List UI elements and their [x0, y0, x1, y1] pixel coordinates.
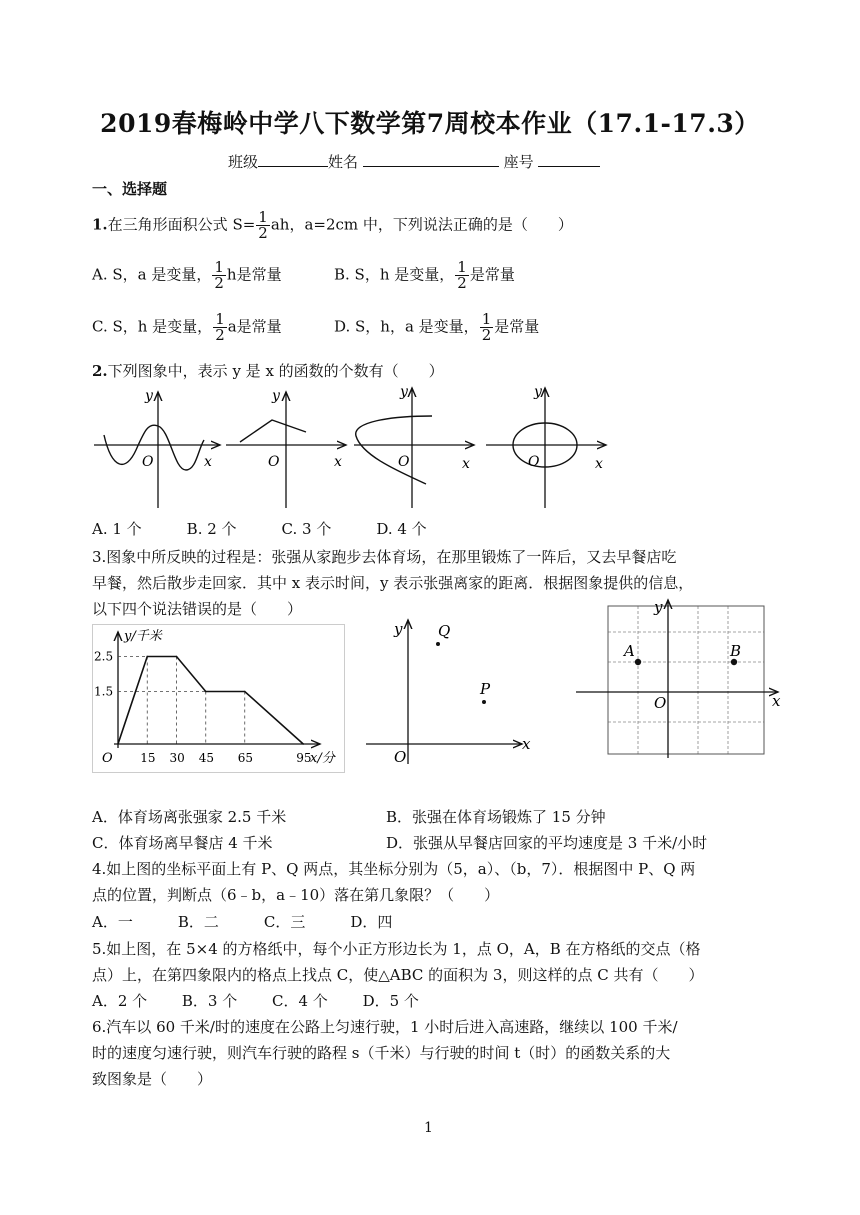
- grid-lines: [608, 606, 764, 754]
- fraction-half: [480, 312, 494, 343]
- frac-num: 1: [481, 310, 492, 328]
- y-label: y: [394, 620, 403, 638]
- pq-coordinate-figure: [362, 614, 538, 770]
- frac-num: 1: [457, 258, 467, 276]
- origin-label: O: [394, 748, 407, 766]
- x-tick-label: 65: [237, 751, 254, 765]
- distance-time-chart: [92, 624, 352, 774]
- frac-num: 1: [258, 208, 268, 226]
- class-label: 班级: [228, 153, 259, 171]
- a-label: A: [624, 642, 635, 660]
- seat-label: 座号: [503, 153, 534, 171]
- q1-option-d: [334, 312, 539, 343]
- q4-options: A．一 B．二 C．三 D．四: [92, 913, 393, 931]
- q6-line-2: 时的速度匀速行驶，则汽车行驶的路程 s（千米）与行驶的时间 t（时）的函数关系的大: [92, 1044, 671, 1062]
- graph-1-sine: [94, 388, 220, 508]
- axis-x-label: x: [462, 456, 470, 472]
- page-title: 2019春梅岭中学八下数学第7周校本作业（17.1-17.3）: [100, 109, 760, 138]
- y-tick-label: 2.5: [94, 649, 114, 664]
- q1-c-tail: a是常量: [227, 317, 282, 336]
- frac-den: 2: [481, 326, 492, 344]
- q3-option-b: B．张强在体育场锻炼了 15 分钟: [386, 808, 606, 826]
- q1-a-text: A. S，a 是变量，: [92, 265, 212, 284]
- point-a: [635, 659, 641, 665]
- q5-line-1: 5.如上图，在 5×4 的方格纸中，每个小正方形边长为 1，点 O，A，B 在方格纸的交点（格: [92, 940, 701, 958]
- q2-stem-text: 下列图象中，表示 y 是 x 的函数的个数有（ ）: [107, 362, 444, 380]
- x-tick-label: 15: [140, 751, 156, 765]
- q4-line-1: 4.如上图的坐标平面上有 P、Q 两点，其坐标分别为（5，a）、（b，7）．根据图中 P、Q 两: [92, 860, 696, 878]
- origin-label: O: [142, 454, 154, 470]
- p-label: P: [480, 680, 491, 698]
- y-label: y: [654, 598, 663, 616]
- section-heading: 一、选择题: [92, 180, 168, 198]
- q1-option-c: [92, 312, 282, 343]
- y-axis-label: y/千米: [124, 629, 162, 644]
- frac-num: 1: [214, 258, 224, 276]
- q1-d-text: D. S，h，a 是变量，: [334, 317, 479, 336]
- axis-x-label: x: [595, 456, 603, 472]
- data-point: [205, 691, 207, 693]
- axis-y-label: y: [400, 384, 408, 400]
- x-label: x: [772, 692, 781, 710]
- q1-number: 1.: [92, 215, 108, 234]
- q-label: Q: [438, 622, 451, 640]
- axis-x-label: x: [334, 454, 342, 470]
- graph-3-parabola: [354, 384, 474, 508]
- point-q: [436, 642, 440, 646]
- graph-4-ellipse: [486, 384, 606, 508]
- q1-stem-b: ah，a=2cm 中，下列说法正确的是（ ）: [270, 215, 573, 234]
- q1-c-text: C. S，h 是变量，: [92, 317, 213, 336]
- grid-border: [608, 606, 764, 754]
- q1-b-text: B. S，h 是变量，: [334, 265, 455, 284]
- q6-line-3: 致图象是（ ）: [92, 1070, 213, 1088]
- q1-stem: [92, 210, 573, 241]
- x-axis-label: x/分: [310, 751, 335, 766]
- q1-a-tail: h是常量: [226, 265, 282, 284]
- data-point: [302, 743, 304, 745]
- fraction-half: [212, 260, 226, 291]
- q1-b-tail: 是常量: [469, 265, 515, 284]
- name-label: 姓名: [328, 153, 359, 171]
- q3-line-3: 以下四个说法错误的是（ ）: [92, 600, 303, 618]
- q4-line-2: 点的位置，判断点（6﹣b，a﹣10）落在第几象限？（ ）: [92, 886, 500, 904]
- q1-option-b: [334, 260, 515, 291]
- q2-options: A. 1 个 B. 2 个 C. 3 个 D. 4 个: [92, 520, 427, 538]
- fraction-half: [256, 210, 270, 241]
- grid-coordinate-figure: [572, 598, 788, 764]
- point-p: [482, 700, 486, 704]
- q6-line-1: 6.汽车以 60 千米/时的速度在公路上匀速行驶，1 小时后进入高速路，继续以 100 千米/: [92, 1018, 678, 1036]
- frac-den: 2: [258, 224, 268, 242]
- fraction-half: [213, 312, 227, 343]
- q5-line-2: 点）上，在第四象限内的格点上找点 C，使△ABC 的面积为 3，则这样的点 C 共有（ ）: [92, 966, 704, 984]
- fraction-half: [455, 260, 469, 291]
- q3-line-2: 早餐，然后散步走回家．其中 x 表示时间，y 表示张强离家的距离．根据图象提供的信息，: [92, 574, 694, 592]
- student-info-line: [228, 151, 600, 172]
- page-number: 1: [424, 1120, 433, 1136]
- data-point: [176, 656, 178, 658]
- class-blank: [258, 154, 328, 167]
- q2-function-graphs: [90, 380, 620, 510]
- axis-y-label: y: [272, 388, 280, 404]
- q1-d-tail: 是常量: [494, 317, 540, 336]
- graph-2-polyline: [226, 388, 346, 508]
- origin-label: O: [528, 454, 540, 470]
- origin-label: O: [654, 694, 667, 712]
- data-point: [117, 743, 119, 745]
- q1-option-a: [92, 260, 282, 291]
- x-tick-label: 45: [198, 751, 215, 765]
- x-tick-label: 95: [296, 751, 312, 765]
- x-label: x: [522, 735, 531, 753]
- q1-stem-a: 在三角形面积公式 S=: [107, 215, 256, 234]
- origin-label: O: [398, 454, 410, 470]
- q3-option-c: C．体育场离早餐店 4 千米: [92, 834, 273, 852]
- frac-den: 2: [214, 274, 224, 292]
- frac-den: 2: [215, 326, 225, 344]
- x-tick-label: 30: [169, 751, 185, 765]
- origin-label: O: [102, 751, 113, 766]
- q2-number: 2.: [92, 362, 108, 380]
- q5-options: A．2 个 B．3 个 C．4 个 D．5 个: [92, 992, 419, 1010]
- seat-blank: [538, 154, 600, 167]
- axis-y-label: y: [145, 388, 153, 404]
- axis-x-label: x: [204, 454, 212, 470]
- y-tick-label: 1.5: [94, 684, 114, 699]
- q3-option-d: D．张强从早餐店回家的平均速度是 3 千米/小时: [386, 834, 708, 852]
- origin-label: O: [268, 454, 280, 470]
- frac-num: 1: [215, 310, 225, 328]
- name-blank: [363, 154, 499, 167]
- data-point: [146, 656, 148, 658]
- axis-y-label: y: [534, 384, 542, 400]
- q3-option-a: A．体育场离张强家 2.5 千米: [92, 808, 287, 826]
- q2-stem: [92, 360, 444, 381]
- data-point: [244, 691, 246, 693]
- frac-den: 2: [457, 274, 467, 292]
- b-label: B: [730, 642, 742, 660]
- q3-line-1: 3.图象中所反映的过程是：张强从家跑步去体育场，在那里锻炼了一阵后，又去早餐店吃: [92, 548, 677, 566]
